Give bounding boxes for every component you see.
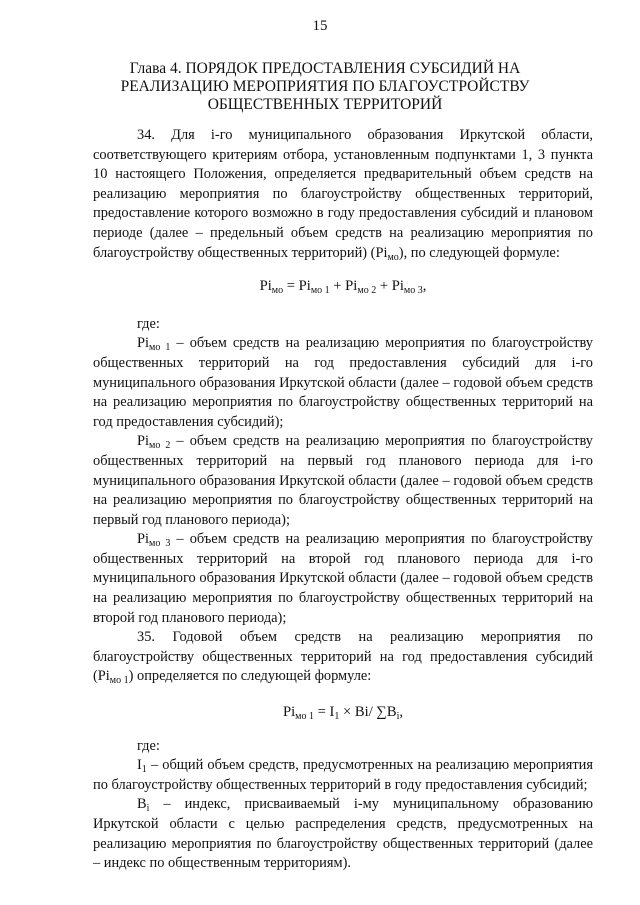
paragraph-34: 34. Для i-го муниципального образования Иркутской области, соответствующего критериям отбора, установленным подпунктами 1, 3 пункта 10 настоящего Положения, определяется предварительный объем средств на реализацию мероприятия по благоустройству общественных территорий, предоставление которого возможно в году предоставления субсидий и плановом периоде (далее – предельный объем средств на реализацию мероприятия по благоустройству общественных территорий) $(Pi_{мо})$, по следующей формуле: <box>93 127 593 263</box>
definition-pi-mo-3: $Pi_{мо 3}$ – объем средств на реализацию мероприятия по благоустройству общественных территорий на второй год планового периода для i-го муниципального образования Иркутской области (далее – годовой объем средств на реализацию мероприятия по благоустройству общественных территорий на второй год планового периода); <box>93 531 594 626</box>
chapter-title: Глава 4. ПОРЯДОК ПРЕДОСТАВЛЕНИЯ СУБСИДИЙ НА РЕАЛИЗАЦИЮ МЕРОПРИЯТИЯ ПО БЛАГОУСТРОЙСТВУ ОБЩЕСТВЕННЫХ ТЕРРИТОРИЙ <box>120 60 530 113</box>
where-label-2: где: <box>137 737 160 754</box>
definition-pi-mo-2: $Pi_{мо 2}$ – объем средств на реализацию мероприятия по благоустройству общественных территорий на первый год планового периода для i-го муниципального образования Иркутской области (далее – годовой объем средств на реализацию мероприятия по благоустройству общественных территорий на первый год планового периода); <box>93 433 594 528</box>
where-label: где: <box>137 315 160 332</box>
definition-bi: $B_i$ – индекс, присваиваемый i-му муниципальному образованию Иркутской области с целью распределения средств, предусмотренных на реализацию мероприятия по благоустройству общественных территорий (далее – индекс по общественным территориям). <box>93 796 593 872</box>
paragraph-35: 35. Годовой объем средств на реализацию мероприятия по благоустройству общественных территорий на год предоставления субсидий $(Pi_{мо 1})$ определяется по следующей формуле: <box>93 629 593 687</box>
formula-pi-mo: $Pi_{мо} = Pi_{мо 1} + Pi_{мо 2} + Pi_{мо 3}$, <box>259 278 427 297</box>
definition-i1: $I_1$ – общий объем средств, предусмотренных на реализацию мероприятия по благоустройству общественных территорий в году предоставления субсидий; <box>93 757 593 793</box>
document-body <box>93 126 593 874</box>
formula-pi-mo-1: $Pi_{мо 1} = I_1 \times Bi/$ $\sum B_i$, <box>283 704 403 723</box>
definition-pi-mo-1: $Pi_{мо 1}$ – объем средств на реализацию мероприятия по благоустройству общественных территорий на год предоставления субсидий для i-го муниципального образования Иркутской области (далее – годовой объем средств на реализацию мероприятия по благоустройству общественных территорий на год предоставления субсидий); <box>93 335 594 430</box>
page-number: 15 <box>312 18 328 34</box>
